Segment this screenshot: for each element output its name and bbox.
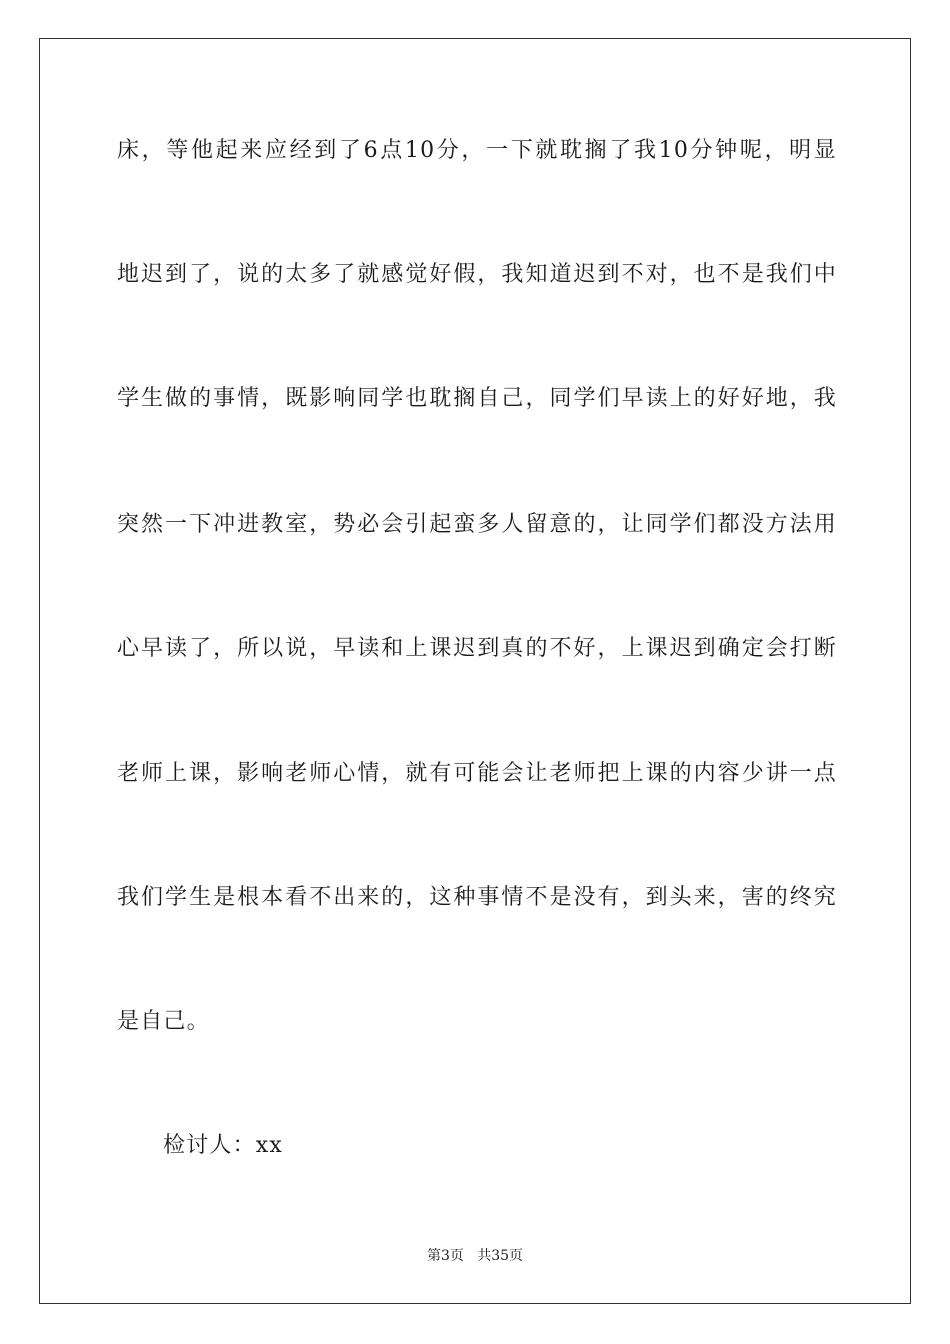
paragraph-line-8: 是自己。: [117, 1009, 210, 1034]
paragraph-line-3: 学生做的事情，既影响同学也耽搁自己，同学们早读上的好好地，我: [117, 386, 837, 411]
paragraph-line-4: 突然一下冲进教室，势必会引起蛮多人留意的，让同学们都没方法用: [117, 512, 837, 537]
paragraph-line-5: 心早读了，所以说，早读和上课迟到真的不好，上课迟到确定会打断: [117, 636, 837, 661]
signature: 检讨人：xx: [163, 1133, 284, 1158]
page-number-footer: 第3页 共35页: [426, 1248, 524, 1264]
paragraph-line-6: 老师上课，影响老师心情，就有可能会让老师把上课的内容少讲一点: [117, 761, 837, 786]
page-frame: [39, 38, 911, 1304]
paragraph-line-2: 地迟到了，说的太多了就感觉好假，我知道迟到不对，也不是我们中: [117, 262, 837, 287]
paragraph-line-1: 床，等他起来应经到了6点10分，一下就耽搁了我10分钟呢，明显: [117, 138, 837, 163]
paragraph-line-7: 我们学生是根本看不出来的，这种事情不是没有，到头来，害的终究: [117, 885, 837, 910]
